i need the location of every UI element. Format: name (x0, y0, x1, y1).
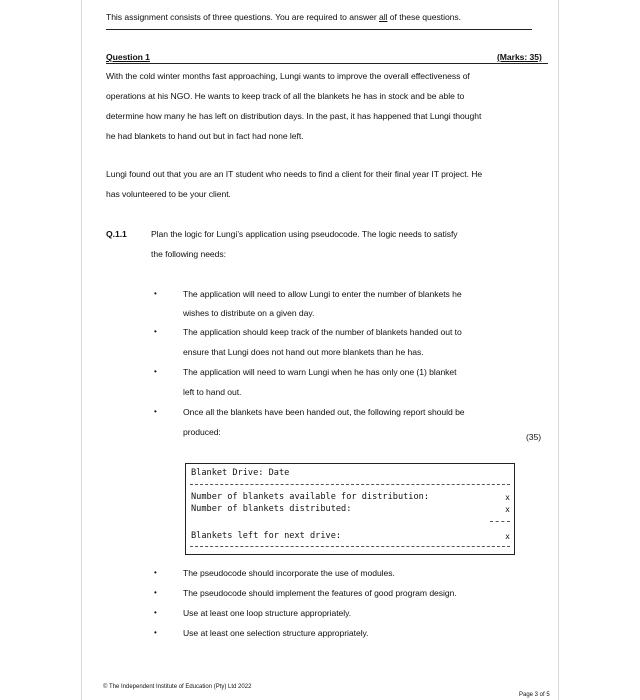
q11-marks: (35) (526, 432, 542, 442)
bullet-text: Use at least one selection structure appropriately. (183, 628, 369, 638)
bullet-text: The application should keep track of the number of blankets handed out to (183, 327, 462, 337)
para1-line: With the cold winter months fast approaching, Lungi wants to improve the overall effectiveness of (106, 71, 470, 81)
para2-line: Lungi found out that you are an IT student who needs to find a client for their final year IT project. He (106, 169, 483, 179)
report-distributed-label: Number of blankets distributed: (191, 504, 352, 514)
page-right-edge (558, 0, 559, 700)
report-box (185, 463, 515, 555)
report-available-value: x (505, 493, 510, 502)
bullet-dot: • (154, 327, 157, 336)
bullet-dot: • (154, 628, 157, 637)
report-header: Blanket Drive: Date (191, 468, 290, 478)
bullet-text: The application will need to allow Lungi to enter the number of blankets he (183, 289, 462, 299)
bullet-text: ensure that Lungi does not hand out more blankets than he has. (183, 347, 424, 357)
para2-line: has volunteered to be your client. (106, 189, 231, 199)
bullet-dot: • (154, 568, 157, 577)
bullet-text: The pseudocode should implement the features of good program design. (183, 588, 457, 598)
bullet-text: left to hand out. (183, 387, 242, 397)
bullet-text: produced: (183, 427, 221, 437)
bullet-dot: • (154, 289, 157, 298)
q11-line: the following needs: (151, 249, 226, 259)
report-distributed-value: x (505, 505, 510, 514)
bullet-dot: • (154, 367, 157, 376)
para1-line: he had blankets to hand out but in fact had none left. (106, 131, 304, 141)
bullet-dot: • (154, 588, 157, 597)
intro-rule (106, 29, 532, 30)
bullet-text: Once all the blankets have been handed out, the following report should be (183, 407, 465, 417)
intro-emph: all (379, 12, 388, 22)
para1-line: operations at his NGO. He wants to keep track of all the blankets he has in stock and be able to (106, 91, 465, 101)
report-divider (190, 484, 510, 485)
para1-line: determine how many he has left on distribution days. In the past, it has happened that Lungi thought (106, 111, 482, 121)
report-sum-line (490, 521, 510, 522)
bullet-dot: • (154, 407, 157, 416)
q11-line: Plan the logic for Lungi’s application using pseudocode. The logic needs to satisfy (151, 229, 458, 239)
footer-page-number: Page 3 of 5 (519, 692, 550, 698)
intro-suffix: of these questions. (387, 12, 461, 22)
report-left-label: Blankets left for next drive: (191, 531, 342, 541)
intro-text (106, 11, 461, 23)
report-available-label: Number of blankets available for distribution: (191, 492, 429, 502)
question-marks: (Marks: 35) (497, 52, 542, 62)
footer-copyright: © The Independent Institute of Education (Pty) Ltd 2022 (103, 684, 252, 690)
bullet-text: Use at least one loop structure appropriately. (183, 608, 352, 618)
bullet-dot: • (154, 608, 157, 617)
intro-prefix: This assignment consists of three questions. You are required to answer (106, 12, 379, 22)
page-left-edge (81, 0, 82, 700)
question-title: Question 1 (106, 52, 150, 62)
bullet-text: The pseudocode should incorporate the use of modules. (183, 568, 395, 578)
report-left-value: x (505, 532, 510, 541)
bullet-text: The application will need to warn Lungi when he has only one (1) blanket (183, 367, 457, 377)
q11-number: Q.1.1 (106, 229, 127, 239)
report-bottom-divider (190, 546, 510, 547)
bullet-text: wishes to distribute on a given day. (183, 308, 315, 318)
question-rule (106, 63, 548, 64)
